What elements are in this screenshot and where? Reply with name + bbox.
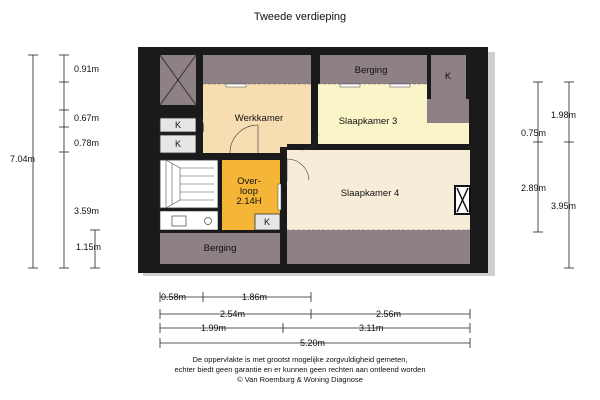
wall-left-column [196, 55, 203, 160]
dim-bottom-256: 2.56m [376, 309, 402, 319]
dim-bottom-311: 3.11m [359, 323, 384, 333]
dim-left-078: 0.78m [74, 138, 100, 148]
dim-left-115: 1.15m [76, 242, 102, 252]
skylight-1 [226, 84, 246, 87]
label-slaapkamer3: Slaapkamer 3 [338, 116, 398, 127]
sink-icon [172, 216, 186, 226]
label-overloop-3: 2.14H [236, 196, 262, 207]
sloped-roof-top-left [203, 55, 311, 84]
toilet-icon [205, 218, 212, 225]
dim-right-075: 0.75m [521, 128, 547, 138]
dim-bottom-186: 1.86m [242, 292, 268, 302]
label-closet-k-1: K [174, 120, 182, 130]
page-title: Tweede verdieping [253, 11, 347, 23]
label-closet-k-2: K [174, 139, 182, 149]
disclaimer-line-2: echter biedt geen garantie en er kunnen geen rechten aan ontleend worden [174, 365, 426, 374]
label-closet-k-3: K [263, 217, 271, 227]
label-overloop-1: Over- [237, 176, 261, 187]
dim-bottom-199: 1.99m [201, 323, 227, 333]
wall-werkkamer-slaapkamer3 [311, 55, 318, 147]
dim-right-198: 1.98m [551, 110, 577, 120]
label-berging-bottom: Berging [203, 243, 237, 254]
disclaimer-line-1: De oppervlakte is met grootst mogelijke zorgvuldigheid gemeten, [192, 355, 408, 364]
wall-werkkamer-bottom [200, 153, 287, 157]
dim-left-067: 0.67m [74, 113, 100, 123]
wall-berging-top [160, 230, 286, 233]
label-werkkamer: Werkkamer [234, 113, 284, 124]
disclaimer [0, 355, 600, 385]
label-closet-k-4: K [444, 71, 452, 81]
label-overloop-2: loop [240, 186, 258, 197]
wall-slaapkamer3-bottom [287, 144, 470, 150]
skylight-3 [390, 84, 410, 87]
dim-left-359: 3.59m [74, 206, 100, 216]
sloped-roof-right [427, 99, 469, 123]
slaapkamer3-floor-ext [427, 123, 469, 144]
skylight-2 [340, 84, 360, 87]
label-berging-top: Berging [354, 65, 388, 76]
dim-bottom-254: 2.54m [220, 309, 246, 319]
dim-left-091: 0.91m [74, 64, 100, 74]
left-dimension-lines [28, 55, 100, 268]
slaapkamer3-floor [318, 84, 427, 144]
dim-left-704: 7.04m [10, 154, 36, 164]
wall-stair [218, 153, 222, 233]
wall-closet-k [427, 84, 431, 99]
disclaimer-line-3: © Van Roemburg & Woning Diagnose [237, 375, 363, 384]
dim-bottom-520: 5.20m [300, 338, 326, 348]
sloped-roof-bottom [286, 230, 470, 264]
dim-bottom-058: 0.58m [161, 292, 187, 302]
dim-right-395: 3.95m [551, 201, 577, 211]
dim-right-289: 2.89m [521, 183, 547, 193]
label-slaapkamer4: Slaapkamer 4 [340, 188, 400, 199]
window-overloop [278, 184, 281, 210]
